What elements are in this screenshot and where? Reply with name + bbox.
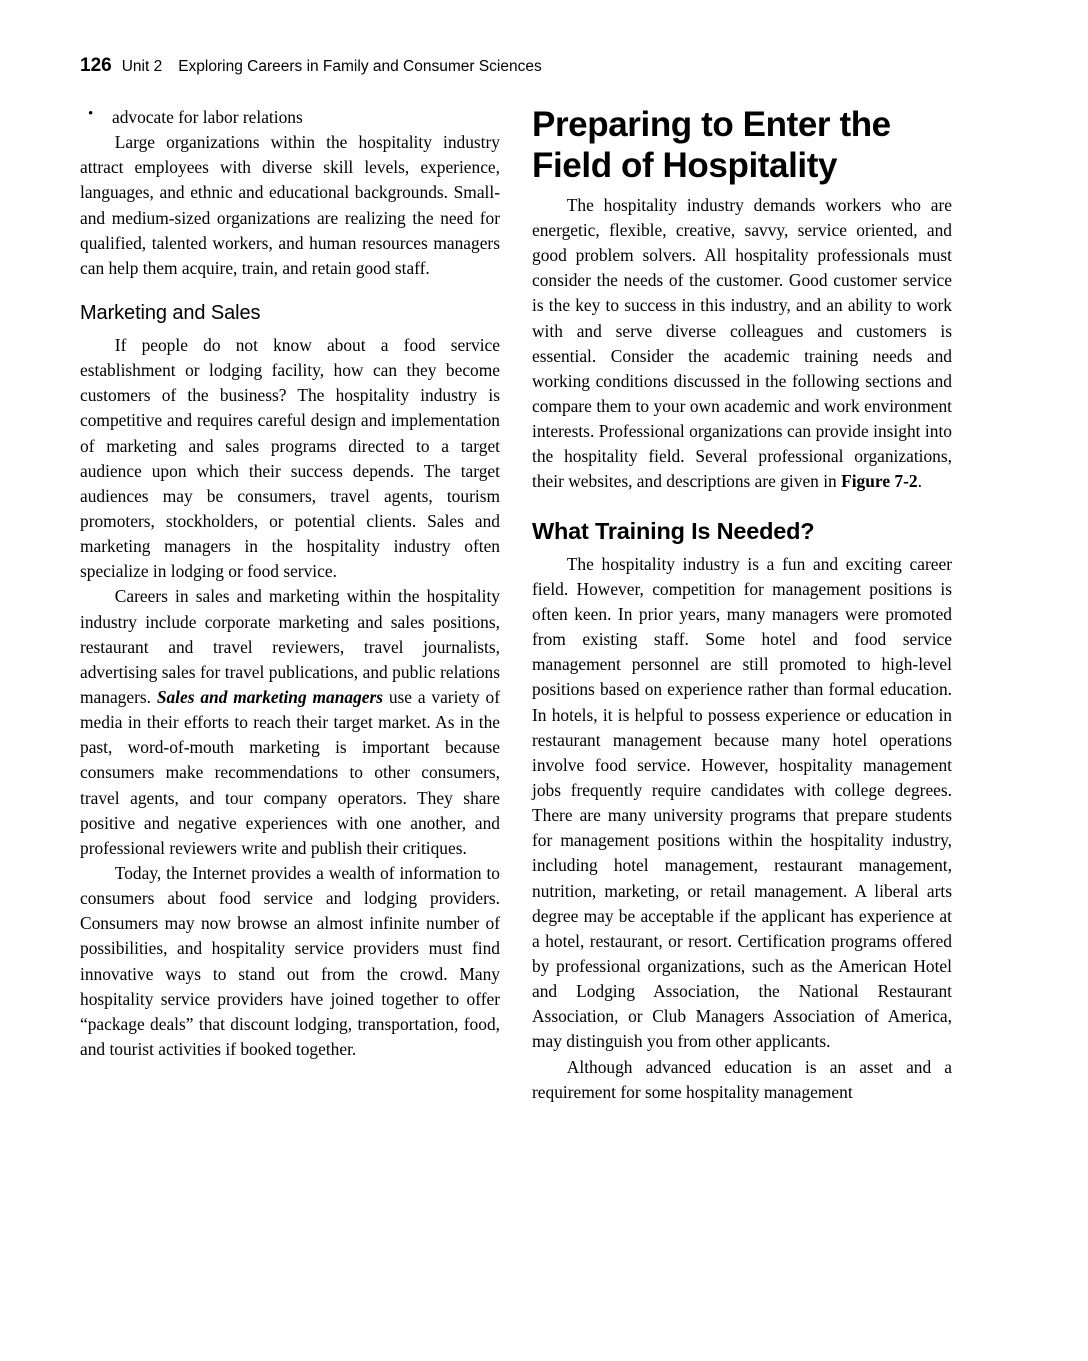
two-column-body	[80, 105, 1008, 1285]
left-column	[80, 105, 500, 1062]
list-item: • advocate for labor relations	[112, 105, 500, 130]
paragraph-if-people: If people do not know about a food service establishment or lodging facility, how can they become customers of the business? The hospitality industry is competitive and requires careful design and implementation of marketing and sales programs directed to a target audience upon which their success depends. The target audiences may be consumers, travel agents, tourism promoters, stockholders, or potential clients. Sales and marketing managers in the hospitality industry often specialize in lodging or food service.	[80, 334, 500, 582]
paragraph-hospitality-part2: .	[917, 471, 922, 492]
paragraph-careers-in-sales	[80, 584, 500, 861]
section-heading-what-training: What Training Is Needed?	[532, 517, 815, 544]
page-number: 126	[80, 55, 112, 76]
paragraph-hospitality-part1: The hospitality industry demands workers who are energetic, flexible, creative, savvy, service oriented, and good problem solvers. All hospitality professionals must consider the needs of the customer. Good customer service is the key to success in this industry, and an ability to work with and serve diverse colleagues and customers is essential. Consider the academic training needs and working conditions discussed in the following sections and compare them to your own academic and work environment interests. Professional organizations can provide insight into the hospitality field. Several professional organizations, their websites, and descriptions are given in	[532, 194, 952, 492]
paragraph-today-internet: Today, the Internet provides a wealth of information to consumers about food service and lodging providers. Consumers may now browse an almost infinite number of possibilities, and hospitality service providers must find innovative ways to stand out from the crowd. Many hospitality service providers have joined together to offer “package deals” that discount lodging, transportation, food, and tourist activities if booked together.	[80, 862, 500, 1059]
figure-reference: Figure 7-2	[841, 471, 918, 492]
unit-title: Exploring Careers in Family and Consumer Sciences	[178, 58, 542, 75]
term-sales-and-marketing-managers: Sales and marketing managers	[156, 686, 384, 707]
main-heading: Preparing to Enter the Field of Hospitality	[532, 105, 891, 185]
paragraph-hospitality-demands	[532, 193, 952, 495]
bullet-list	[80, 105, 500, 130]
paragraph-fun-and-exciting: The hospitality industry is a fun and exciting career field. However, competition for management positions is often keen. In prior years, many managers were promoted from existing staff. Some hotel and food service management personnel are still promoted to high-level positions based on experience rather than formal education. In hotels, it is helpful to possess experience or education in restaurant management because many hotel operations involve food service. However, hospitality management jobs frequently require candidates with college degrees. There are many university programs that prepare students for management positions within the hospitality industry, including hotel management, restaurant management, nutrition, marketing, or retail management. A liberal arts degree may be acceptable if the applicant has experience at a hotel, restaurant, or resort. Certification programs offered by professional organizations, such as the American Hotel and Lodging Association, the National Restaurant Association, or Club Managers Association of America, may distinguish you from other applicants.	[532, 553, 952, 1052]
paragraph-careers-part2: use a variety of media in their efforts to reach their target market. As in the past, word-of-mouth marketing is important because consumers make recommendations to other consumers, travel agents, and tour company operators. They share positive and negative experiences with one another, and professional reviewers write and publish their critiques.	[80, 686, 500, 858]
page-header	[80, 55, 1010, 77]
paragraph-large-organizations: Large organizations within the hospitality industry attract employees with diverse skill levels, experience, languages, and ethnic and educational backgrounds. Small- and medium-sized organizations are realizing the need for qualified, talented workers, and human resources managers can help them acquire, train, and retain good staff.	[80, 132, 500, 278]
right-column	[532, 105, 952, 1105]
paragraph-careers-part1: Careers in sales and marketing within the hospitality industry include corporate marketing and sales positions, restaurant and travel reviewers, travel journalists, advertising sales for travel publications, and public relations managers.	[80, 586, 500, 707]
unit-label: Unit 2	[121, 58, 163, 75]
paragraph-although-advanced: Although advanced education is an asset and a requirement for some hospitality management	[532, 1056, 952, 1102]
subheading-marketing-and-sales: Marketing and Sales	[80, 301, 261, 324]
